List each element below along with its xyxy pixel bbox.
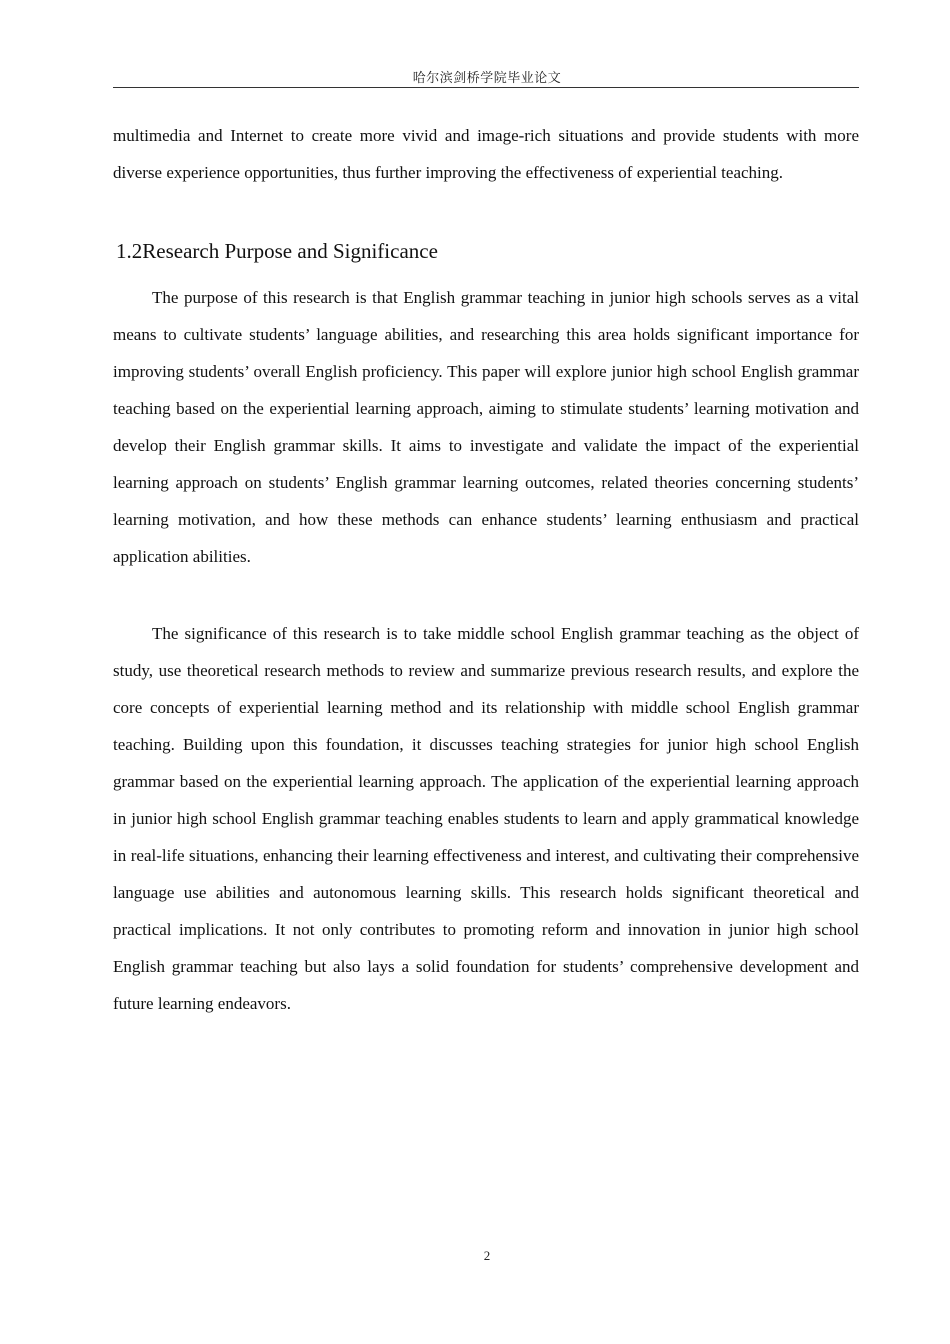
paragraph-significance: The significance of this research is to take middle school English grammar teaching as the object of study, use theoretical research methods to review and summarize previous research results, and explore the core concepts of experiential learning method and its relationship with middle school English grammar teaching. Building upon this foundation, it discusses teaching strategies for junior high school English grammar based on the experiential learning approach. The application of the experiential learning approach in junior high school English grammar teaching enables students to learn and apply grammatical knowledge in real-life situations, enhancing their learning effectiveness and interest, and cultivating their comprehensive language use abilities and autonomous learning skills. This research holds significant theoretical and practical implications. It not only contributes to promoting reform and innovation in junior high school English grammar teaching but also lays a solid foundation for students’ comprehensive development and future learning endeavors.: [113, 624, 859, 1013]
header-divider: [113, 87, 859, 88]
paragraph-purpose: The purpose of this research is that English grammar teaching in junior high schools serves as a vital means to cultivate students’ language abilities, and researching this area holds significant importance for improving students’ overall English proficiency. This paper will explore junior high school English grammar teaching based on the experiential learning approach, aiming to stimulate students’ learning motivation and develop their English grammar skills. It aims to investigate and validate the impact of the experiential learning approach on students’ English grammar learning outcomes, related theories concerning students’ learning motivation, and how these methods can enhance students’ learning enthusiasm and practical application abilities.: [113, 288, 859, 566]
section-heading: 1.2Research Purpose and Significance: [116, 239, 438, 263]
page-number: 2: [483, 1248, 491, 1263]
paragraph-continued: multimedia and Internet to create more vivid and image-rich situations and provide students with more diverse experience opportunities, thus further improving the effectiveness of experiential teaching.: [113, 126, 859, 182]
page-header-title: 哈尔滨剑桥学院毕业论文: [412, 70, 562, 85]
